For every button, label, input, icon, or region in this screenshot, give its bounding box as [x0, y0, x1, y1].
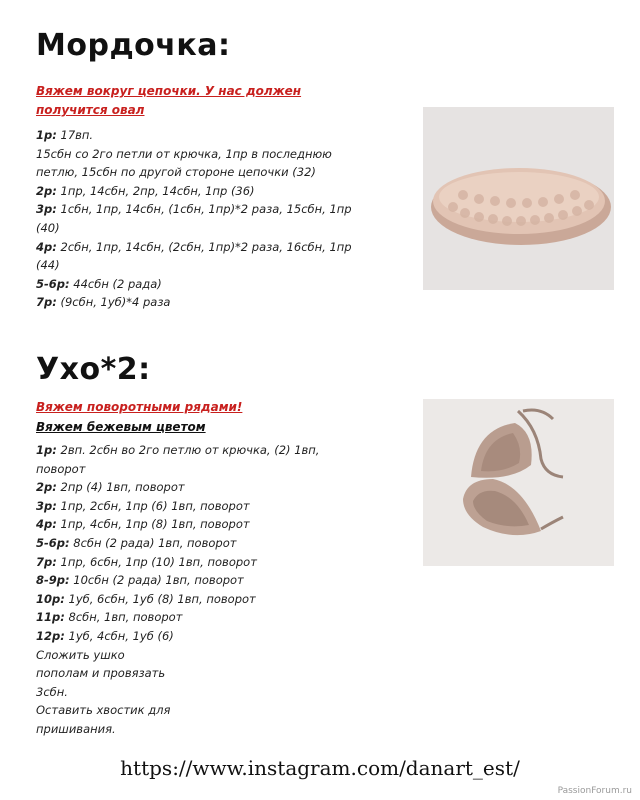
oval-muzzle-image — [423, 107, 614, 290]
row-text: 10сбн (2 рада) 1вп, поворот — [69, 573, 244, 588]
row-text: 2сбн, 1пр, 14сбн, (2сбн, 1пр)*2 раза, 16сбн, 1пр — [56, 239, 352, 254]
pattern-row — [36, 163, 352, 182]
row-label: 5-6р: — [36, 276, 70, 291]
row-text: (40) — [36, 220, 60, 235]
pattern-row — [36, 590, 319, 609]
pattern-row — [36, 497, 319, 516]
row-text: 8сбн, 1вп, поворот — [64, 610, 183, 625]
pattern-row — [36, 720, 319, 739]
row-label: 4р: — [36, 239, 57, 254]
instagram-link[interactable]: https://www.instagram.com/danart_est/ — [120, 756, 520, 780]
row-text: 1сбн, 1пр, 14сбн, (1сбн, 1пр)*2 раза, 15сбн, 1пр — [56, 202, 352, 217]
row-text: 2вп. 2сбн во 2го петлю от крючка, (2) 1вп, — [56, 443, 320, 457]
pattern-row — [36, 608, 319, 627]
ears-image — [423, 399, 614, 566]
pattern-row — [36, 256, 352, 275]
pattern-row — [36, 683, 319, 702]
muzzle-photo — [423, 107, 614, 290]
row-text: (44) — [36, 258, 60, 273]
row-label: 7р: — [36, 554, 57, 569]
row-text: 17вп. — [56, 128, 94, 142]
pattern-row — [36, 515, 319, 534]
pattern-row — [36, 534, 319, 553]
row-text: 8сбн (2 рада) 1вп, поворот — [69, 535, 237, 550]
row-label: 10р: — [36, 591, 65, 606]
row-label: 4р: — [36, 517, 57, 532]
pattern-row — [36, 145, 352, 164]
pattern-row — [36, 460, 319, 479]
section-title-muzzle: Мордочка: — [36, 28, 231, 63]
row-text: Оставить хвостик для — [36, 703, 171, 718]
row-text: 1пр, 6сбн, 1пр (10) 1вп, поворот — [56, 554, 257, 569]
section-title-ear: Ухо*2: — [36, 352, 151, 387]
pattern-row — [36, 200, 352, 219]
row-text: пополам и провязать — [36, 666, 166, 681]
pattern-row — [36, 126, 352, 145]
muzzle-rows — [36, 126, 352, 312]
row-label: 3р: — [36, 202, 57, 217]
pattern-row — [36, 238, 352, 257]
row-label: 7р: — [36, 295, 57, 310]
row-text: Сложить ушко — [36, 647, 125, 662]
ear-rows — [36, 441, 319, 739]
watermark: PassionForum.ru — [557, 786, 632, 796]
row-text: 15сбн со 2го петли от крючка, 1пр в последнюю — [36, 146, 332, 161]
row-label: 2р: — [36, 480, 57, 495]
ear-note: Вяжем поворотными рядами! — [36, 400, 243, 414]
pattern-row — [36, 478, 319, 497]
row-label: 8-9р: — [36, 573, 70, 588]
row-text: 3сбн. — [36, 684, 68, 699]
row-label: 1р: — [36, 443, 57, 457]
row-text: 1пр, 2сбн, 1пр (6) 1вп, поворот — [56, 498, 250, 513]
row-label: 1р: — [36, 128, 57, 142]
pattern-row — [36, 701, 319, 720]
muzzle-note: Вяжем вокруг цепочки. У нас должен получится овал — [36, 84, 302, 117]
row-text: поворот — [36, 461, 86, 476]
pattern-row — [36, 275, 352, 294]
pattern-row — [36, 441, 319, 460]
row-text: 44сбн (2 рада) — [69, 276, 162, 291]
pattern-row — [36, 627, 319, 646]
pattern-row — [36, 664, 319, 683]
row-label: 2р: — [36, 183, 57, 198]
pattern-row — [36, 182, 352, 201]
row-text: 1уб, 4сбн, 1уб (6) — [64, 628, 174, 643]
pattern-row — [36, 219, 352, 238]
row-text: пришивания. — [36, 721, 116, 736]
row-label: 12р: — [36, 628, 65, 643]
pattern-row — [36, 293, 352, 312]
pattern-row — [36, 646, 319, 665]
row-label: 3р: — [36, 498, 57, 513]
row-label: 11р: — [36, 610, 65, 625]
ears-photo — [423, 399, 614, 566]
row-text: 1уб, 6сбн, 1уб (8) 1вп, поворот — [64, 591, 256, 606]
row-text: 1пр, 4сбн, 1пр (8) 1вп, поворот — [56, 517, 250, 532]
ear-subnote: Вяжем бежевым цветом — [36, 420, 206, 434]
row-text: петлю, 15сбн по другой стороне цепочки (32) — [36, 165, 316, 180]
row-label: 5-6р: — [36, 535, 70, 550]
row-text: (9сбн, 1уб)*4 раза — [56, 295, 171, 310]
row-text: 2пр (4) 1вп, поворот — [56, 480, 185, 495]
pattern-row — [36, 553, 319, 572]
pattern-row — [36, 571, 319, 590]
row-text: 1пр, 14сбн, 2пр, 14сбн, 1пр (36) — [56, 183, 255, 198]
